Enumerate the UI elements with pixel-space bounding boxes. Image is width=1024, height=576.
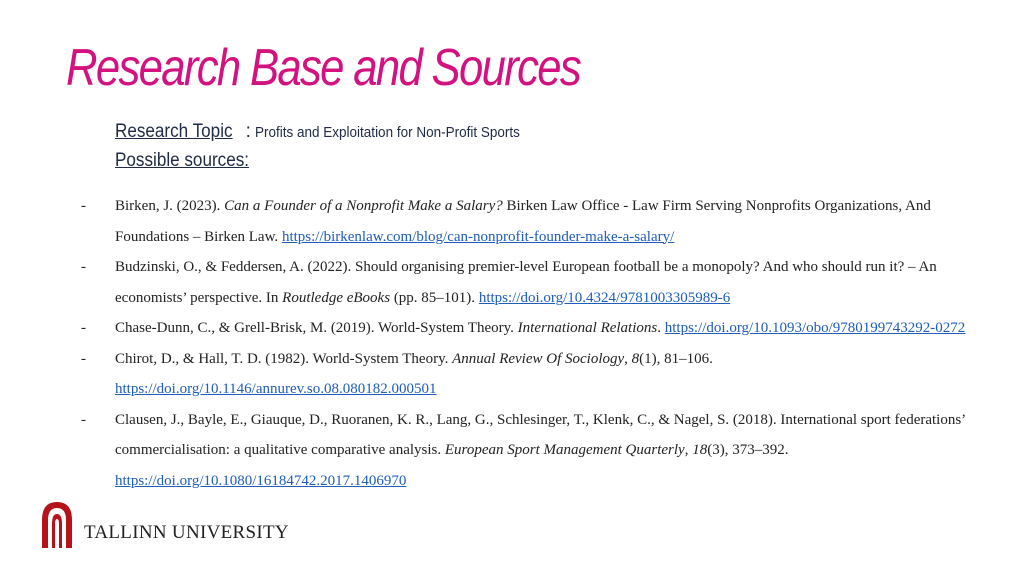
reference-authors: Budzinski, O., & Feddersen, A. (2022). Should organising premier-level European football be a monopoly? And who should run it? – An economists’ perspective. In (115, 259, 937, 306)
reference-text (115, 252, 975, 313)
research-topic-value: Profits and Exploitation for Non-Profit Sports (255, 124, 521, 141)
reference-volume: 8 (631, 350, 640, 367)
possible-sources-line (115, 147, 550, 176)
reference-item (0, 252, 1024, 313)
logo-text: TALLINN UNIVERSITY (84, 522, 289, 543)
reference-text (115, 405, 975, 497)
reference-item (0, 344, 1024, 405)
reference-punct: , (624, 350, 632, 367)
reference-text (115, 344, 975, 405)
reference-pages: (pp. 85–101). (390, 289, 479, 306)
reference-authors: Birken, J. (2023). (115, 198, 225, 214)
reference-journal: Annual Review Of Sociology (452, 350, 625, 367)
research-topic-label: Research Topic (115, 121, 233, 142)
reference-link[interactable]: https://doi.org/10.4324/9781003305989-6 (478, 289, 731, 306)
possible-sources-label: Possible sources: (115, 150, 250, 171)
reference-issue-pages: (1), 81–106. (639, 350, 713, 367)
reference-title: Can a Founder of a Nonprofit Make a Salary? (224, 198, 503, 214)
reference-item (0, 405, 1024, 497)
reference-authors: Chase-Dunn, C., & Grell-Brisk, M. (2019). World-System Theory. (115, 320, 518, 336)
list-bullet: - (81, 198, 86, 214)
reference-publisher: Birken Law Office - Law Firm Serving Nonprofits Organizations, And Foundations – Birken Law. (115, 198, 931, 245)
reference-source: Routledge eBooks (282, 289, 391, 306)
reference-link[interactable]: https://doi.org/10.1146/annurev.so.08.080182.000501 (115, 381, 437, 397)
reference-list (0, 191, 1024, 496)
reference-text (115, 191, 975, 252)
list-bullet: - (81, 259, 86, 275)
reference-item (0, 191, 1024, 252)
research-topic-colon: : (245, 121, 251, 142)
reference-journal: European Sport Management Quarterly (444, 442, 685, 458)
reference-text (115, 313, 975, 344)
reference-volume: 18 (692, 442, 708, 458)
reference-punct: . (657, 320, 665, 336)
reference-authors: Chirot, D., & Hall, T. D. (1982). World-System Theory. (115, 350, 453, 367)
reference-issue-pages: (3), 373–392. (707, 442, 789, 458)
research-topic-line (115, 118, 550, 147)
reference-link[interactable]: https://birkenlaw.com/blog/can-nonprofit-founder-make-a-salary/ (281, 228, 675, 245)
list-bullet: - (81, 320, 86, 336)
reference-link[interactable]: https://doi.org/10.1080/16184742.2017.1406970 (115, 472, 407, 489)
university-emblem-icon (40, 500, 74, 548)
list-bullet: - (81, 350, 86, 367)
slide-title: Research Base and Sources (66, 39, 581, 97)
reference-source: International Relations (517, 320, 658, 336)
reference-link[interactable]: https://doi.org/10.1093/obo/9780199743292-0272 (664, 320, 966, 336)
topic-block (115, 118, 550, 176)
reference-punct: , (684, 442, 693, 458)
reference-item (0, 313, 1024, 344)
reference-authors: Clausen, J., Bayle, E., Giauque, D., Ruoranen, K. R., Lang, G., Schlesinger, T., Klenk, C., & Nagel, S. (2018). International sport federations’ commercialisation: a qualitative comparative analysis. (115, 411, 966, 458)
list-bullet: - (81, 411, 86, 428)
